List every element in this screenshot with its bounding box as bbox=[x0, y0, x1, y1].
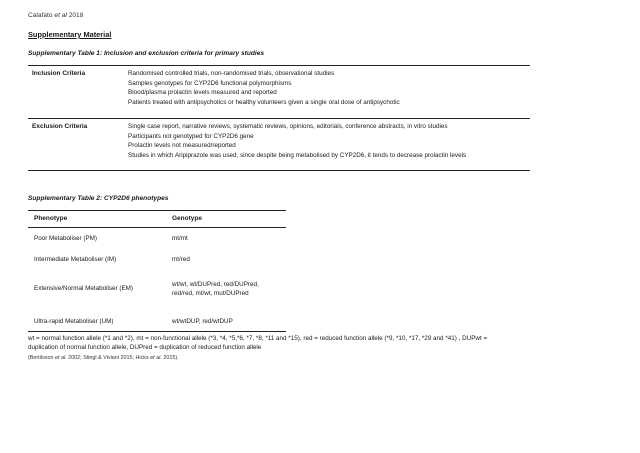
exclusion-criteria-list bbox=[128, 122, 466, 160]
genotype-cell: mt/red bbox=[172, 256, 190, 263]
phenotype-cell: Extensive/Normal Metaboliser (EM) bbox=[34, 285, 134, 292]
table1-caption: Supplementary Table 1: Inclusion and exclusion criteria for primary studies bbox=[28, 50, 265, 57]
inclusion-criterion: Samples genotypes for CYP2D6 functional polymorphisms bbox=[128, 79, 292, 87]
phenotype-header: Phenotype bbox=[34, 215, 68, 222]
genotype-header: Genotype bbox=[172, 215, 202, 222]
genotype-cell: mt/mt bbox=[172, 235, 188, 242]
exclusion-criterion: Prolactin levels not measured/reported bbox=[128, 142, 236, 150]
inclusion-criteria-list bbox=[128, 69, 400, 107]
section-heading: Supplementary Material bbox=[28, 30, 112, 39]
inclusion-label: Inclusion Criteria bbox=[32, 70, 86, 77]
inclusion-criterion: Randomised controlled trials, non-randomised trials, observational studies bbox=[128, 70, 335, 77]
genotype-cell: wt/wt, wt/DUPred, red/DUPred, red/red, mt/wt, mut/DUPred bbox=[172, 281, 259, 298]
inclusion-criterion: Patients treated with antipsychotics or healthy volunteers given a single oral dose of antipsychotic bbox=[128, 98, 400, 106]
exclusion-criterion: Participants not genotyped for CYP2D6 gene bbox=[128, 132, 254, 140]
table1-bottom-rule bbox=[28, 170, 530, 171]
table2-top-rule bbox=[28, 210, 286, 211]
inclusion-criterion: Blood/plasma prolactin levels measured and reported bbox=[128, 89, 277, 97]
phenotype-cell: Ultra-rapid Metaboliser (UM) bbox=[34, 318, 114, 325]
references-line: (Bertilsson et al. 2002; Stingl & Viviani 2015; Hicks et al. 2015). bbox=[28, 355, 179, 361]
running-head: Calafato et al 2018 bbox=[28, 12, 84, 19]
table2-footnote: wt = normal function allele (*1 and *2), mt = non-functional allele (*3, *4, *5,*6, *7, *8, *11 and *15), red = reduced function allele (*9, *10, *17, *29 and *41) , DUPwt = duplication of normal function allele, DUPred = duplication of reduced function allele bbox=[28, 335, 488, 352]
table2-header-rule bbox=[28, 227, 286, 228]
table2-bottom-rule bbox=[28, 331, 286, 332]
exclusion-criterion: Studies in which Aripiprazole was used, since despite being metabolised by CYP2D6, it tends to decrease prolactin levels bbox=[128, 151, 467, 159]
exclusion-label: Exclusion Criteria bbox=[32, 123, 88, 130]
table1-mid-rule bbox=[28, 118, 530, 119]
table1-top-rule bbox=[28, 65, 530, 66]
table2-caption: Supplementary Table 2: CYP2D6 phenotypes bbox=[28, 195, 169, 202]
exclusion-criterion: Single case report, narrative reviews, systematic reviews, opinions, editorials, conference abstracts, in vitro studies bbox=[128, 123, 448, 130]
genotype-cell: wt/wtDUP, red/wtDUP bbox=[172, 318, 233, 325]
phenotype-cell: Poor Metaboliser (PM) bbox=[34, 235, 97, 242]
phenotype-cell: Intermediate Metaboliser (IM) bbox=[34, 256, 117, 263]
